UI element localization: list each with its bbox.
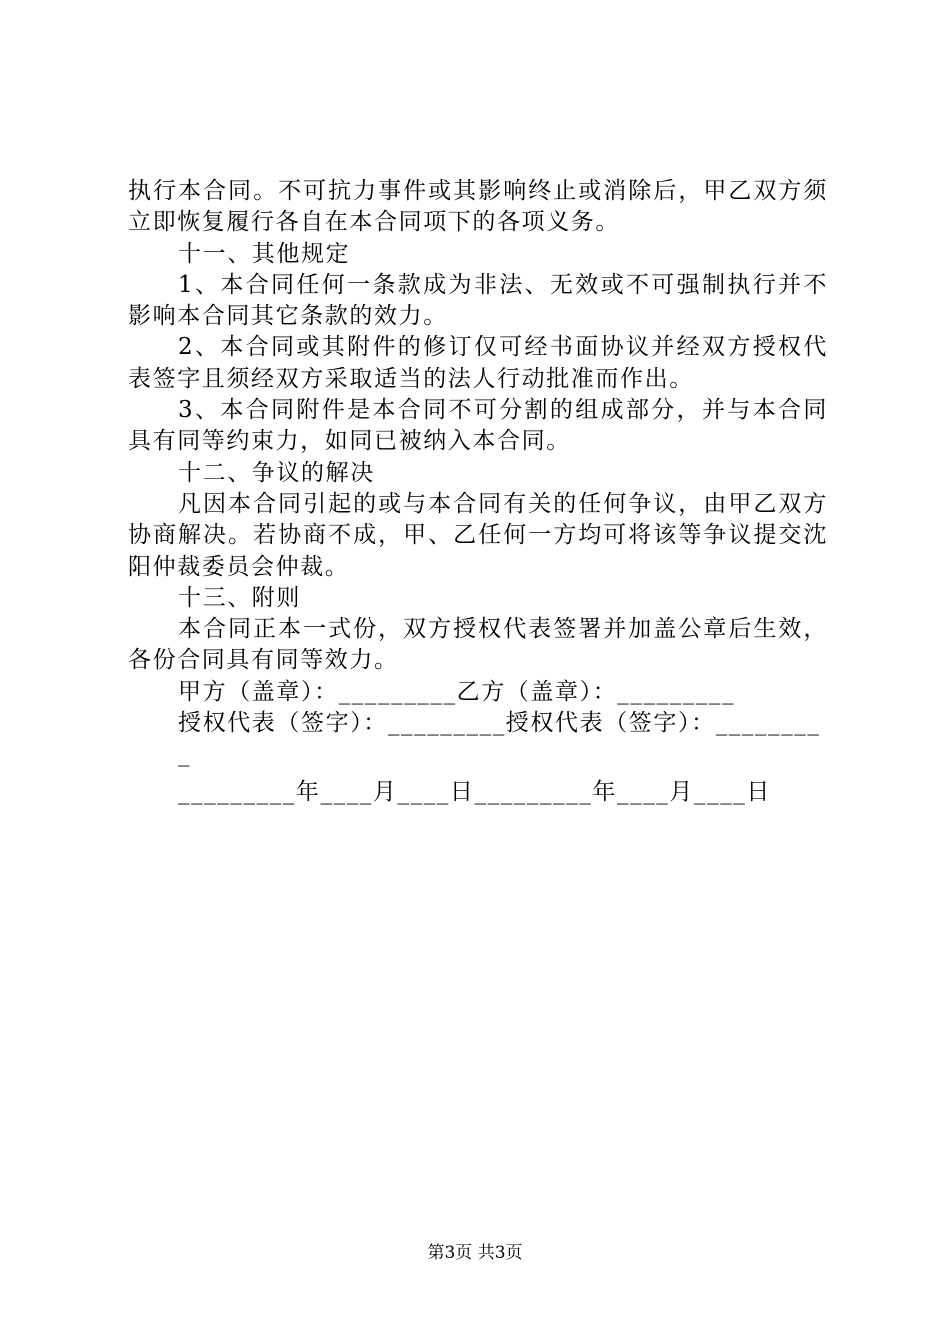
clause-11-3: 3、本合同附件是本合同不可分割的组成部分，并与本合同具有同等约束力，如同已被纳入本合同。 xyxy=(128,397,828,455)
clause-11-1: 1、本合同任何一条款成为非法、无效或不可强制执行并不影响本合同其它条款的效力。 xyxy=(128,271,828,330)
clause-12-body: 凡因本合同引起的或与本合同有关的任何争议，由甲乙双方协商解决。若协商不成，甲、乙任何一方均可将该等争议提交沈阳仲裁委员会仲裁。 xyxy=(128,490,828,580)
clause-11-2: 2、本合同或其附件的修订仅可经书面协议并经双方授权代表签字且须经双方采取适当的法人行动批准而作出。 xyxy=(128,334,828,392)
page-footer: 第3页 共3页 xyxy=(427,1243,523,1263)
contract-body xyxy=(128,176,828,808)
date-line: _________年____月____日_________年____月____日 xyxy=(178,778,771,805)
paragraph-force-majeure-end: 执行本合同。不可抗力事件或其影响终止或消除后，甲乙双方须立即恢复履行各自在本合同项下的各项义务。 xyxy=(128,178,828,236)
heading-other-provisions: 十一、其他规定 xyxy=(178,240,351,267)
seal-line: 甲方（盖章）：_________乙方（盖章）：_________ xyxy=(178,678,736,705)
heading-dispute-resolution: 十二、争议的解决 xyxy=(178,459,375,486)
heading-supplementary: 十三、附则 xyxy=(178,584,301,611)
representative-signature-line: 授权代表（签字）：_________授权代表（签字）：_________ xyxy=(178,710,821,768)
clause-13-body: 本合同正本一式份，双方授权代表签署并加盖公章后生效，各份合同具有同等效力。 xyxy=(128,616,828,674)
